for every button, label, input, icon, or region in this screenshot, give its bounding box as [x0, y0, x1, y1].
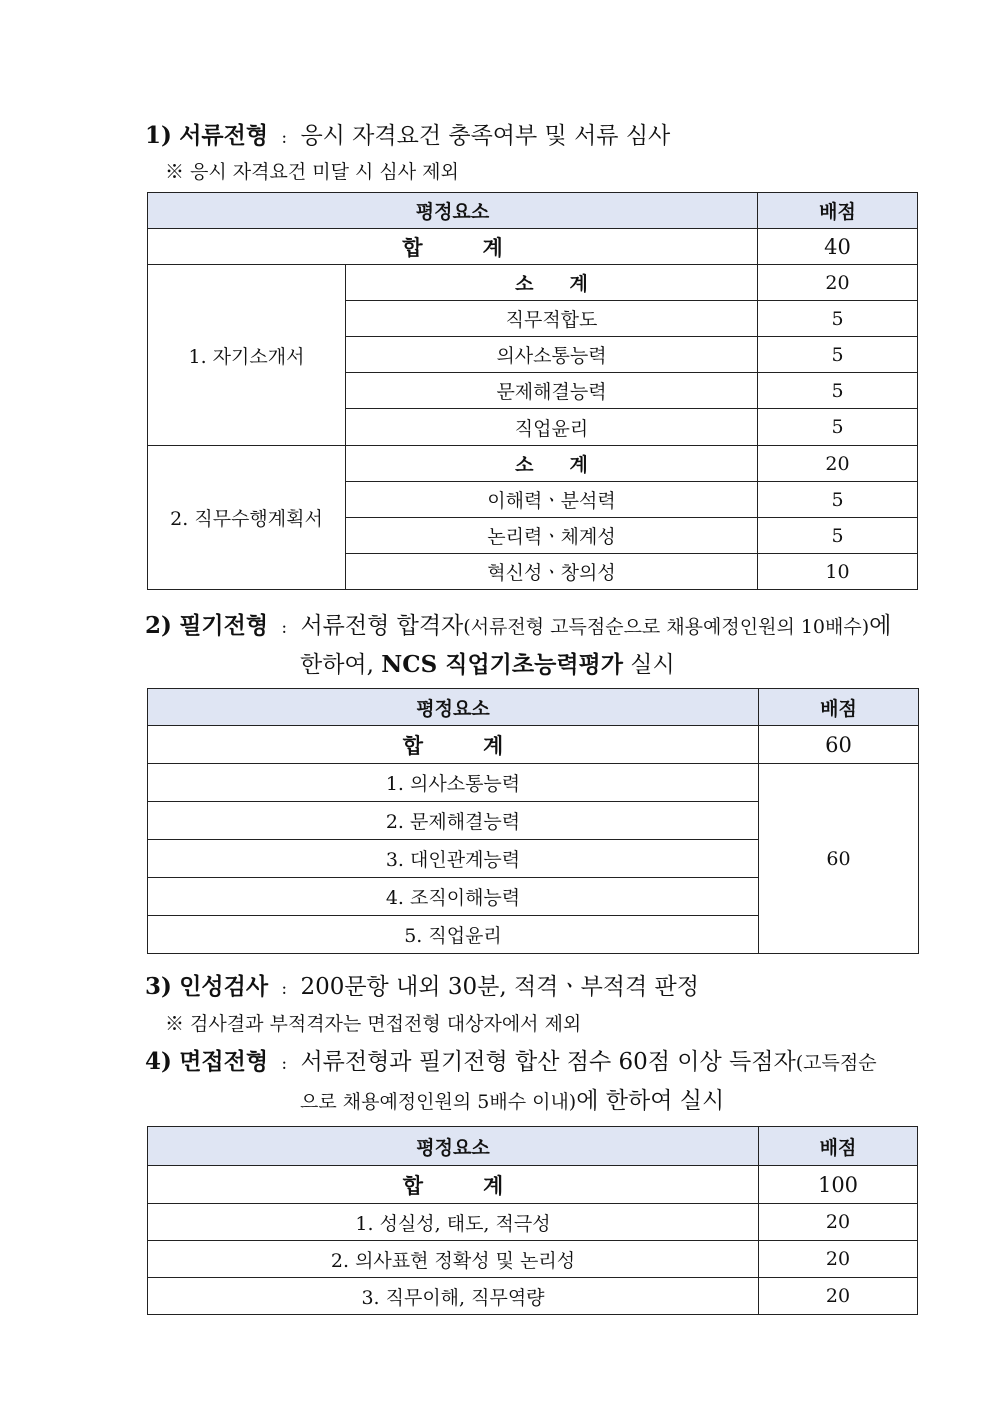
row-score: 5: [758, 518, 918, 554]
row-item: 이해력ㆍ분석력: [346, 482, 758, 518]
row-score: 5: [758, 482, 918, 518]
section2-line2-bold: NCS 직업기초능력평가: [381, 651, 623, 678]
row-item: 3. 대인관계능력: [148, 840, 759, 878]
section1-number: 1): [145, 122, 172, 149]
table-header-row: [148, 193, 918, 229]
table-row: [148, 265, 918, 301]
section3-number: 3): [145, 973, 172, 1000]
document-screening-table: [147, 192, 918, 590]
row-score: 5: [758, 301, 918, 337]
section1-note: ※ 응시 자격요건 미달 시 심사 제외: [165, 161, 459, 183]
section4-line2: [300, 1082, 724, 1115]
section3-heading: [145, 968, 699, 1001]
row-item: 1. 의사소통능력: [148, 764, 759, 802]
group2-label: 2. 직무수행계획서: [148, 446, 346, 590]
row-item: 4. 조직이해능력: [148, 878, 759, 916]
section2-line2-end: 실시: [630, 652, 675, 678]
section3-description: 200문항 내외 30분, 적격ㆍ부적격 판정: [300, 974, 699, 1000]
section2-description-end: 에: [869, 613, 892, 639]
row-item: 5. 직업윤리: [148, 916, 759, 954]
table-row: [148, 446, 918, 482]
section4-title: 면접전형: [179, 1048, 269, 1075]
table-header-row: [148, 1127, 918, 1166]
header-score: 배점: [758, 193, 918, 229]
section4-line2-small: 으로 채용예정인원의 5배수 이내): [300, 1091, 577, 1113]
total-label: 합 계: [148, 726, 759, 764]
interview-table: [147, 1126, 918, 1315]
section1-description: 응시 자격요건 충족여부 및 서류 심사: [300, 123, 671, 149]
section3-separator: :: [281, 979, 288, 999]
section4-number: 4): [145, 1048, 172, 1075]
row-score: 5: [758, 373, 918, 409]
section4-description: 서류전형과 필기전형 합산 점수 60점 이상 득점자: [300, 1049, 796, 1075]
table-row: [148, 1278, 918, 1315]
section4-heading: [145, 1043, 877, 1076]
total-score: 40: [758, 229, 918, 265]
table-row: [148, 1241, 918, 1278]
total-label: 합 계: [148, 1166, 759, 1204]
section2-line2-start: 한하여,: [300, 652, 374, 678]
total-row: [148, 1166, 918, 1204]
total-label: 합 계: [148, 229, 758, 265]
group2-subtotal-score: 20: [758, 446, 918, 482]
row-score: 20: [759, 1241, 918, 1278]
section2-line2: [300, 646, 675, 679]
table-header-row: [148, 689, 919, 726]
row-score: 5: [758, 337, 918, 373]
row-score: 20: [759, 1278, 918, 1315]
row-score: 5: [758, 409, 918, 446]
section2-heading: [145, 607, 891, 640]
total-row: [148, 229, 918, 265]
row-item: 의사소통능력: [346, 337, 758, 373]
row-item: 직업윤리: [346, 409, 758, 446]
row-item: 문제해결능력: [346, 373, 758, 409]
row-item: 직무적합도: [346, 301, 758, 337]
group1-subtotal-score: 20: [758, 265, 918, 301]
section1-title: 서류전형: [179, 122, 269, 149]
section4-description-small: (고득점순: [795, 1052, 877, 1074]
section2-description-small: (서류전형 고득점순으로 채용예정인원의 10배수): [463, 616, 870, 638]
section2-description: 서류전형 합격자: [300, 613, 464, 639]
row-item: 3. 직무이해, 직무역량: [148, 1278, 759, 1315]
section2-separator: :: [281, 618, 288, 638]
table-row: [148, 764, 919, 802]
group1-label: 1. 자기소개서: [148, 265, 346, 446]
row-score: 20: [759, 1204, 918, 1241]
section1-heading: [145, 117, 670, 150]
total-score: 60: [759, 726, 919, 764]
table-row: [148, 1204, 918, 1241]
group2-subtotal-label: 소 계: [346, 446, 758, 482]
row-item: 2. 문제해결능력: [148, 802, 759, 840]
total-score: 100: [759, 1166, 918, 1204]
group1-subtotal-label: 소 계: [346, 265, 758, 301]
header-score: 배점: [759, 689, 919, 726]
header-item: 평정요소: [148, 193, 758, 229]
row-item: 혁신성ㆍ창의성: [346, 554, 758, 590]
header-item: 평정요소: [148, 689, 759, 726]
total-row: [148, 726, 919, 764]
section4-separator: :: [281, 1054, 288, 1074]
row-item: 2. 의사표현 정확성 및 논리성: [148, 1241, 759, 1278]
section2-number: 2): [145, 612, 172, 639]
row-item: 1. 성실성, 태도, 적극성: [148, 1204, 759, 1241]
section3-title: 인성검사: [179, 973, 269, 1000]
section2-title: 필기전형: [179, 612, 269, 639]
written-exam-table: [147, 688, 919, 954]
rows-score: 60: [759, 764, 919, 954]
header-score: 배점: [759, 1127, 918, 1166]
row-item: 논리력ㆍ체계성: [346, 518, 758, 554]
section3-note: ※ 검사결과 부적격자는 면접전형 대상자에서 제외: [165, 1013, 582, 1035]
section4-line2-end: 에 한하여 실시: [576, 1088, 725, 1114]
section1-separator: :: [281, 128, 288, 148]
row-score: 10: [758, 554, 918, 590]
header-item: 평정요소: [148, 1127, 759, 1166]
